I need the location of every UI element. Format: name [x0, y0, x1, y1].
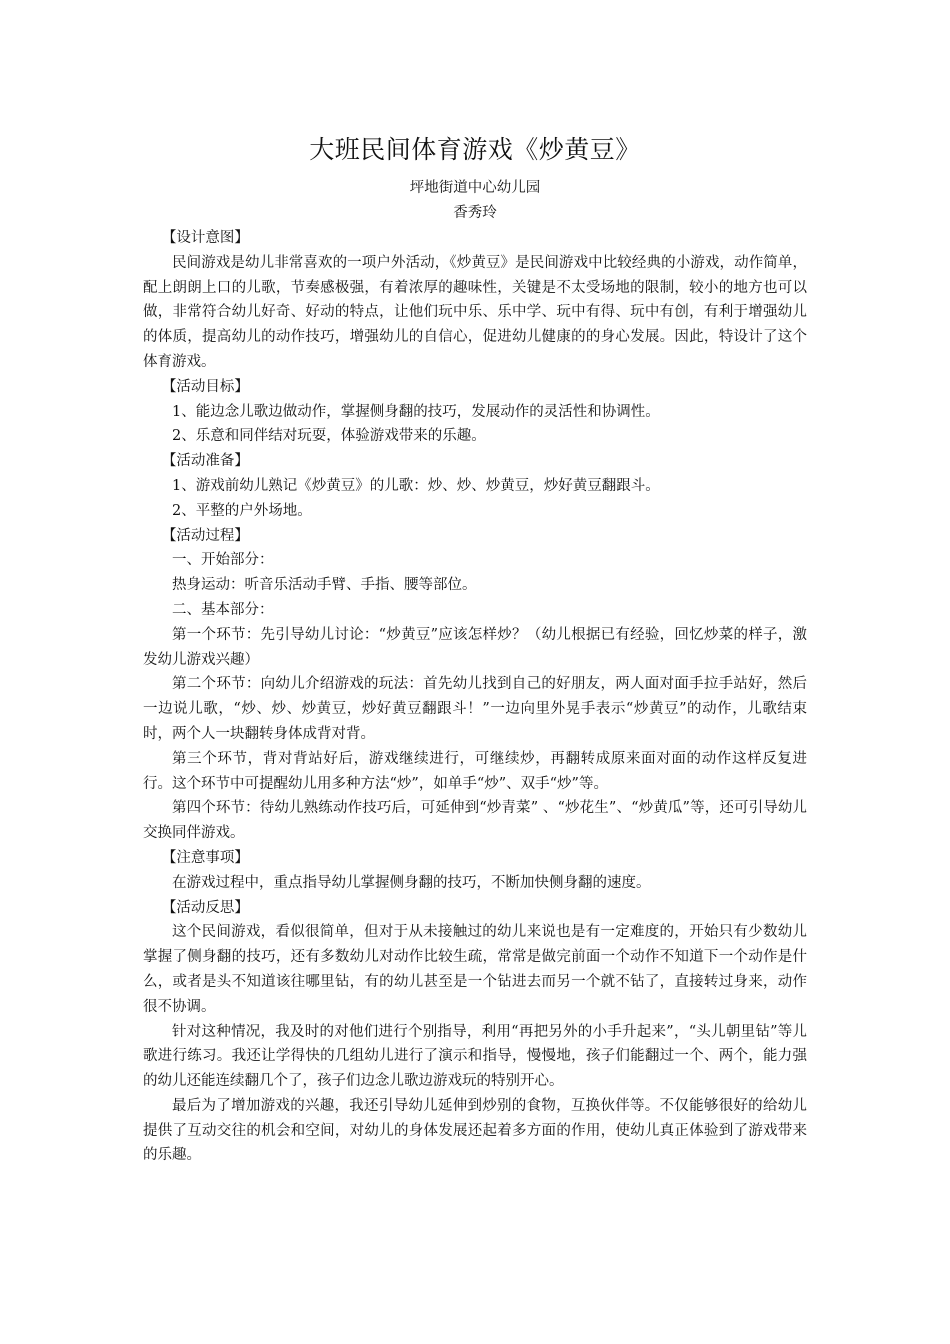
section-heading: 【活动目标】	[161, 378, 249, 395]
body-paragraph: 民间游戏是幼儿非常喜欢的一项户外活动，《炒黄豆》是民间游戏中比较经典的小游戏，动作简单，配上朗朗上口的儿歌，节奏感极强，有着浓厚的趣味性，关键是不太受场地的限制，较小的地方也可以做，非常符合幼儿好奇、好动的特点，让他们玩中乐、乐中学、玩中有得、玩中有创，有利于增强幼儿的体质，提高幼儿的动作技巧，增强幼儿的自信心，促进幼儿健康的的身心发展。因此，特设计了这个体育游戏。	[143, 254, 807, 370]
organization-name: 坪地街道中心幼儿园	[409, 180, 541, 196]
document-body	[143, 226, 807, 1168]
section-heading: 【活动反思】	[161, 899, 249, 916]
body-paragraph: 第一个环节：先引导幼儿讨论：“炒黄豆”应该怎样炒？（幼儿根据已有经验，回忆炒菜的样子，激发幼儿游戏兴趣）	[143, 626, 807, 668]
body-paragraph: 1、能边念儿歌边做动作，掌握侧身翻的技巧，发展动作的灵活性和协调性。	[172, 403, 660, 420]
body-paragraph: 二、基本部分：	[172, 601, 274, 618]
section-heading: 【注意事项】	[161, 849, 249, 866]
body-paragraph: 一、开始部分：	[172, 552, 274, 569]
section-heading: 【活动准备】	[161, 453, 249, 470]
body-paragraph: 热身运动：听音乐活动手臂、手指、腰等部位。	[172, 577, 477, 594]
body-paragraph: 第二个环节：向幼儿介绍游戏的玩法：首先幼儿找到自己的好朋友，两人面对面手拉手站好，然后一边说儿歌，“炒、炒、炒黄豆，炒好黄豆翻跟斗！”一边向里外晃手表示“炒黄豆”的动作，儿歌结束时，两个人一块翻转身体成背对背。	[143, 676, 807, 742]
document-title: 大班民间体育游戏《炒黄豆》	[309, 135, 641, 164]
section-heading: 【设计意图】	[161, 230, 249, 246]
body-paragraph: 最后为了增加游戏的兴趣，我还引导幼儿延伸到炒别的食物，互换伙伴等。不仅能够很好的给幼儿提供了互动交往的机会和空间，对幼儿的身体发展还起着多方面的作用，使幼儿真正体验到了游戏带来的乐趣。	[143, 1097, 807, 1164]
body-paragraph: 在游戏过程中，重点指导幼儿掌握侧身翻的技巧，不断加快侧身翻的速度。	[172, 874, 651, 891]
body-paragraph: 2、乐意和同伴结对玩耍，体验游戏带来的乐趣。	[172, 428, 486, 445]
body-paragraph: 2、平整的户外场地。	[172, 502, 312, 519]
author-name: 香秀玲	[453, 205, 497, 221]
body-paragraph: 第三个环节，背对背站好后，游戏继续进行，可继续炒，再翻转成原来面对面的动作这样反复进行。这个环节中可提醒幼儿用多种方法“炒”，如单手“炒”、双手“炒”等。	[143, 750, 807, 792]
section-heading: 【活动过程】	[161, 527, 249, 544]
body-paragraph: 这个民间游戏，看似很简单，但对于从未接触过的幼儿来说也是有一定难度的，开始只有少数幼儿掌握了侧身翻的技巧，还有多数幼儿对动作比较生疏，常常是做完前面一个动作不知道下一个动作是什么，或者是头不知道该往哪里钻，有的幼儿甚至是一个钻进去而另一个就不钻了，直接转过身来，动作很不协调。	[143, 924, 807, 1015]
body-paragraph: 1、游戏前幼儿熟记《炒黄豆》的儿歌：炒、炒、炒黄豆，炒好黄豆翻跟斗。	[172, 477, 660, 494]
body-paragraph: 针对这种情况，我及时的对他们进行个别指导，利用“再把另外的小手升起来”，“头儿朝里钻”等儿歌进行练习。我还让学得快的几组幼儿进行了演示和指导，慢慢地，孩子们能翻过一个、两个，能力强的幼儿还能连续翻几个了，孩子们边念儿歌边游戏玩的特别开心。	[143, 1023, 807, 1090]
body-paragraph: 第四个环节：待幼儿熟练动作技巧后，可延伸到“炒青菜” 、“炒花生”、“炒黄瓜”等，还可引导幼儿交换同伴游戏。	[143, 800, 807, 842]
